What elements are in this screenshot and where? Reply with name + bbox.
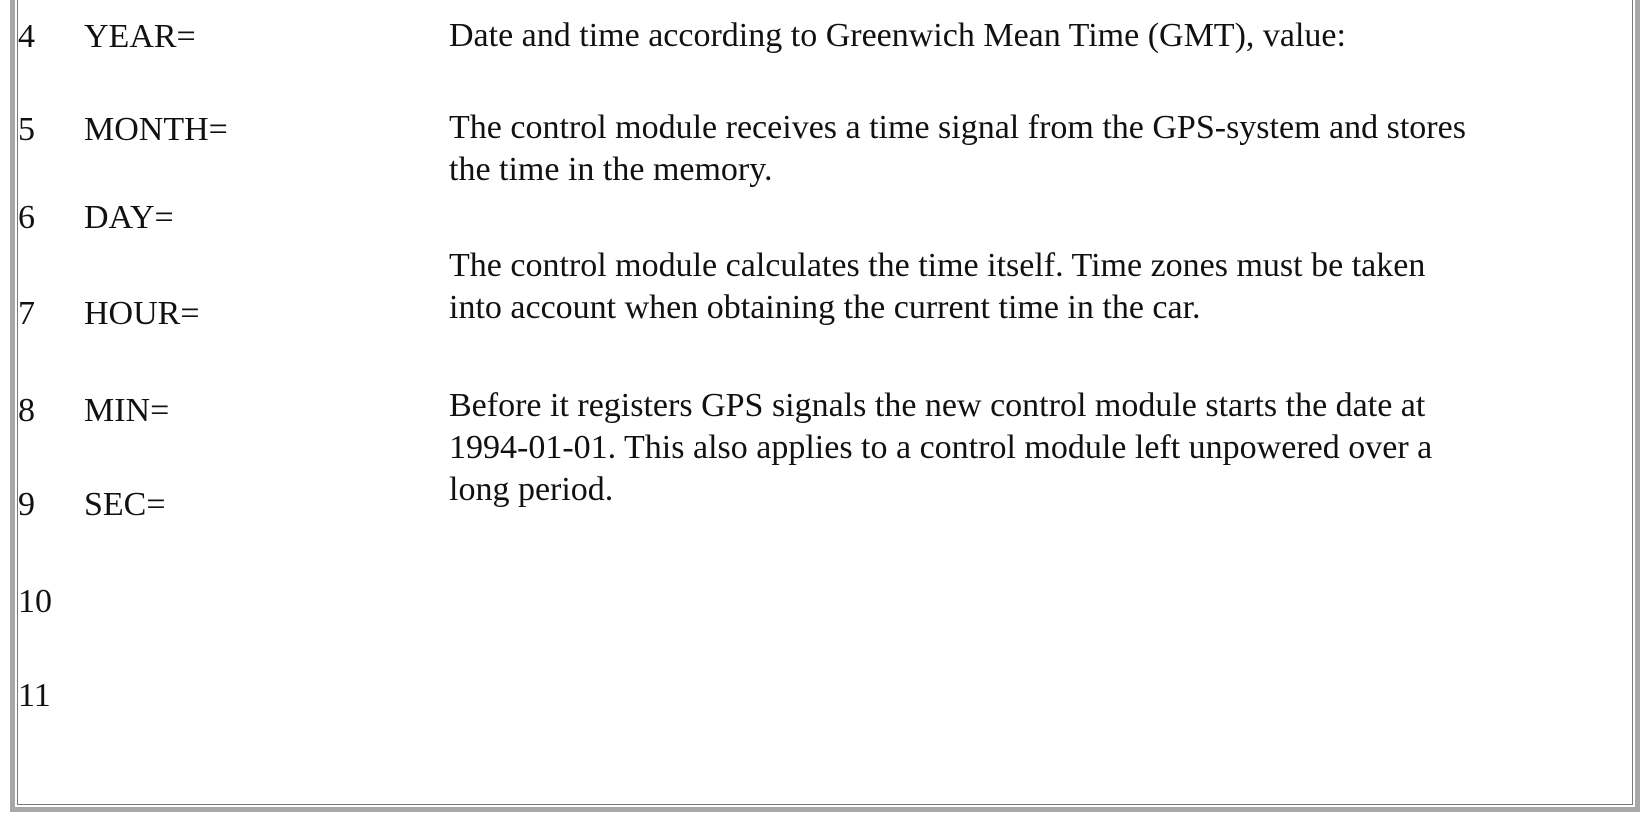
- line-number-4: 4: [18, 18, 35, 55]
- description-line: The control module calculates the time itself. Time zones must be taken: [449, 247, 1426, 284]
- field-day: DAY=: [84, 199, 174, 236]
- description-line: The control module receives a time signal from the GPS-system and stores: [449, 109, 1466, 146]
- description-line: the time in the memory.: [449, 151, 773, 188]
- description-line: 1994-01-01. This also applies to a control module left unpowered over a: [449, 429, 1433, 466]
- field-month: MONTH=: [84, 111, 228, 148]
- field-year: YEAR=: [84, 18, 196, 55]
- description-line: Date and time according to Greenwich Mean Time (GMT), value:: [449, 17, 1346, 54]
- description-paragraph-1: [449, 15, 1629, 57]
- line-number-11: 11: [18, 677, 51, 714]
- description-paragraph-2: [449, 107, 1629, 191]
- line-number-5: 5: [18, 111, 35, 148]
- line-number-7: 7: [18, 295, 35, 332]
- description-line: into account when obtaining the current time in the car.: [449, 289, 1201, 326]
- line-number-9: 9: [18, 486, 35, 523]
- field-min: MIN=: [84, 392, 170, 429]
- line-number-6: 6: [18, 199, 35, 236]
- description-paragraph-4: [449, 385, 1629, 511]
- field-sec: SEC=: [84, 486, 166, 523]
- field-hour: HOUR=: [84, 295, 200, 332]
- line-number-10: 10: [18, 583, 52, 620]
- description-paragraph-3: [449, 245, 1629, 329]
- description-line: Before it registers GPS signals the new control module starts the date at: [449, 387, 1426, 424]
- line-number-8: 8: [18, 392, 35, 429]
- description-line: long period.: [449, 471, 614, 508]
